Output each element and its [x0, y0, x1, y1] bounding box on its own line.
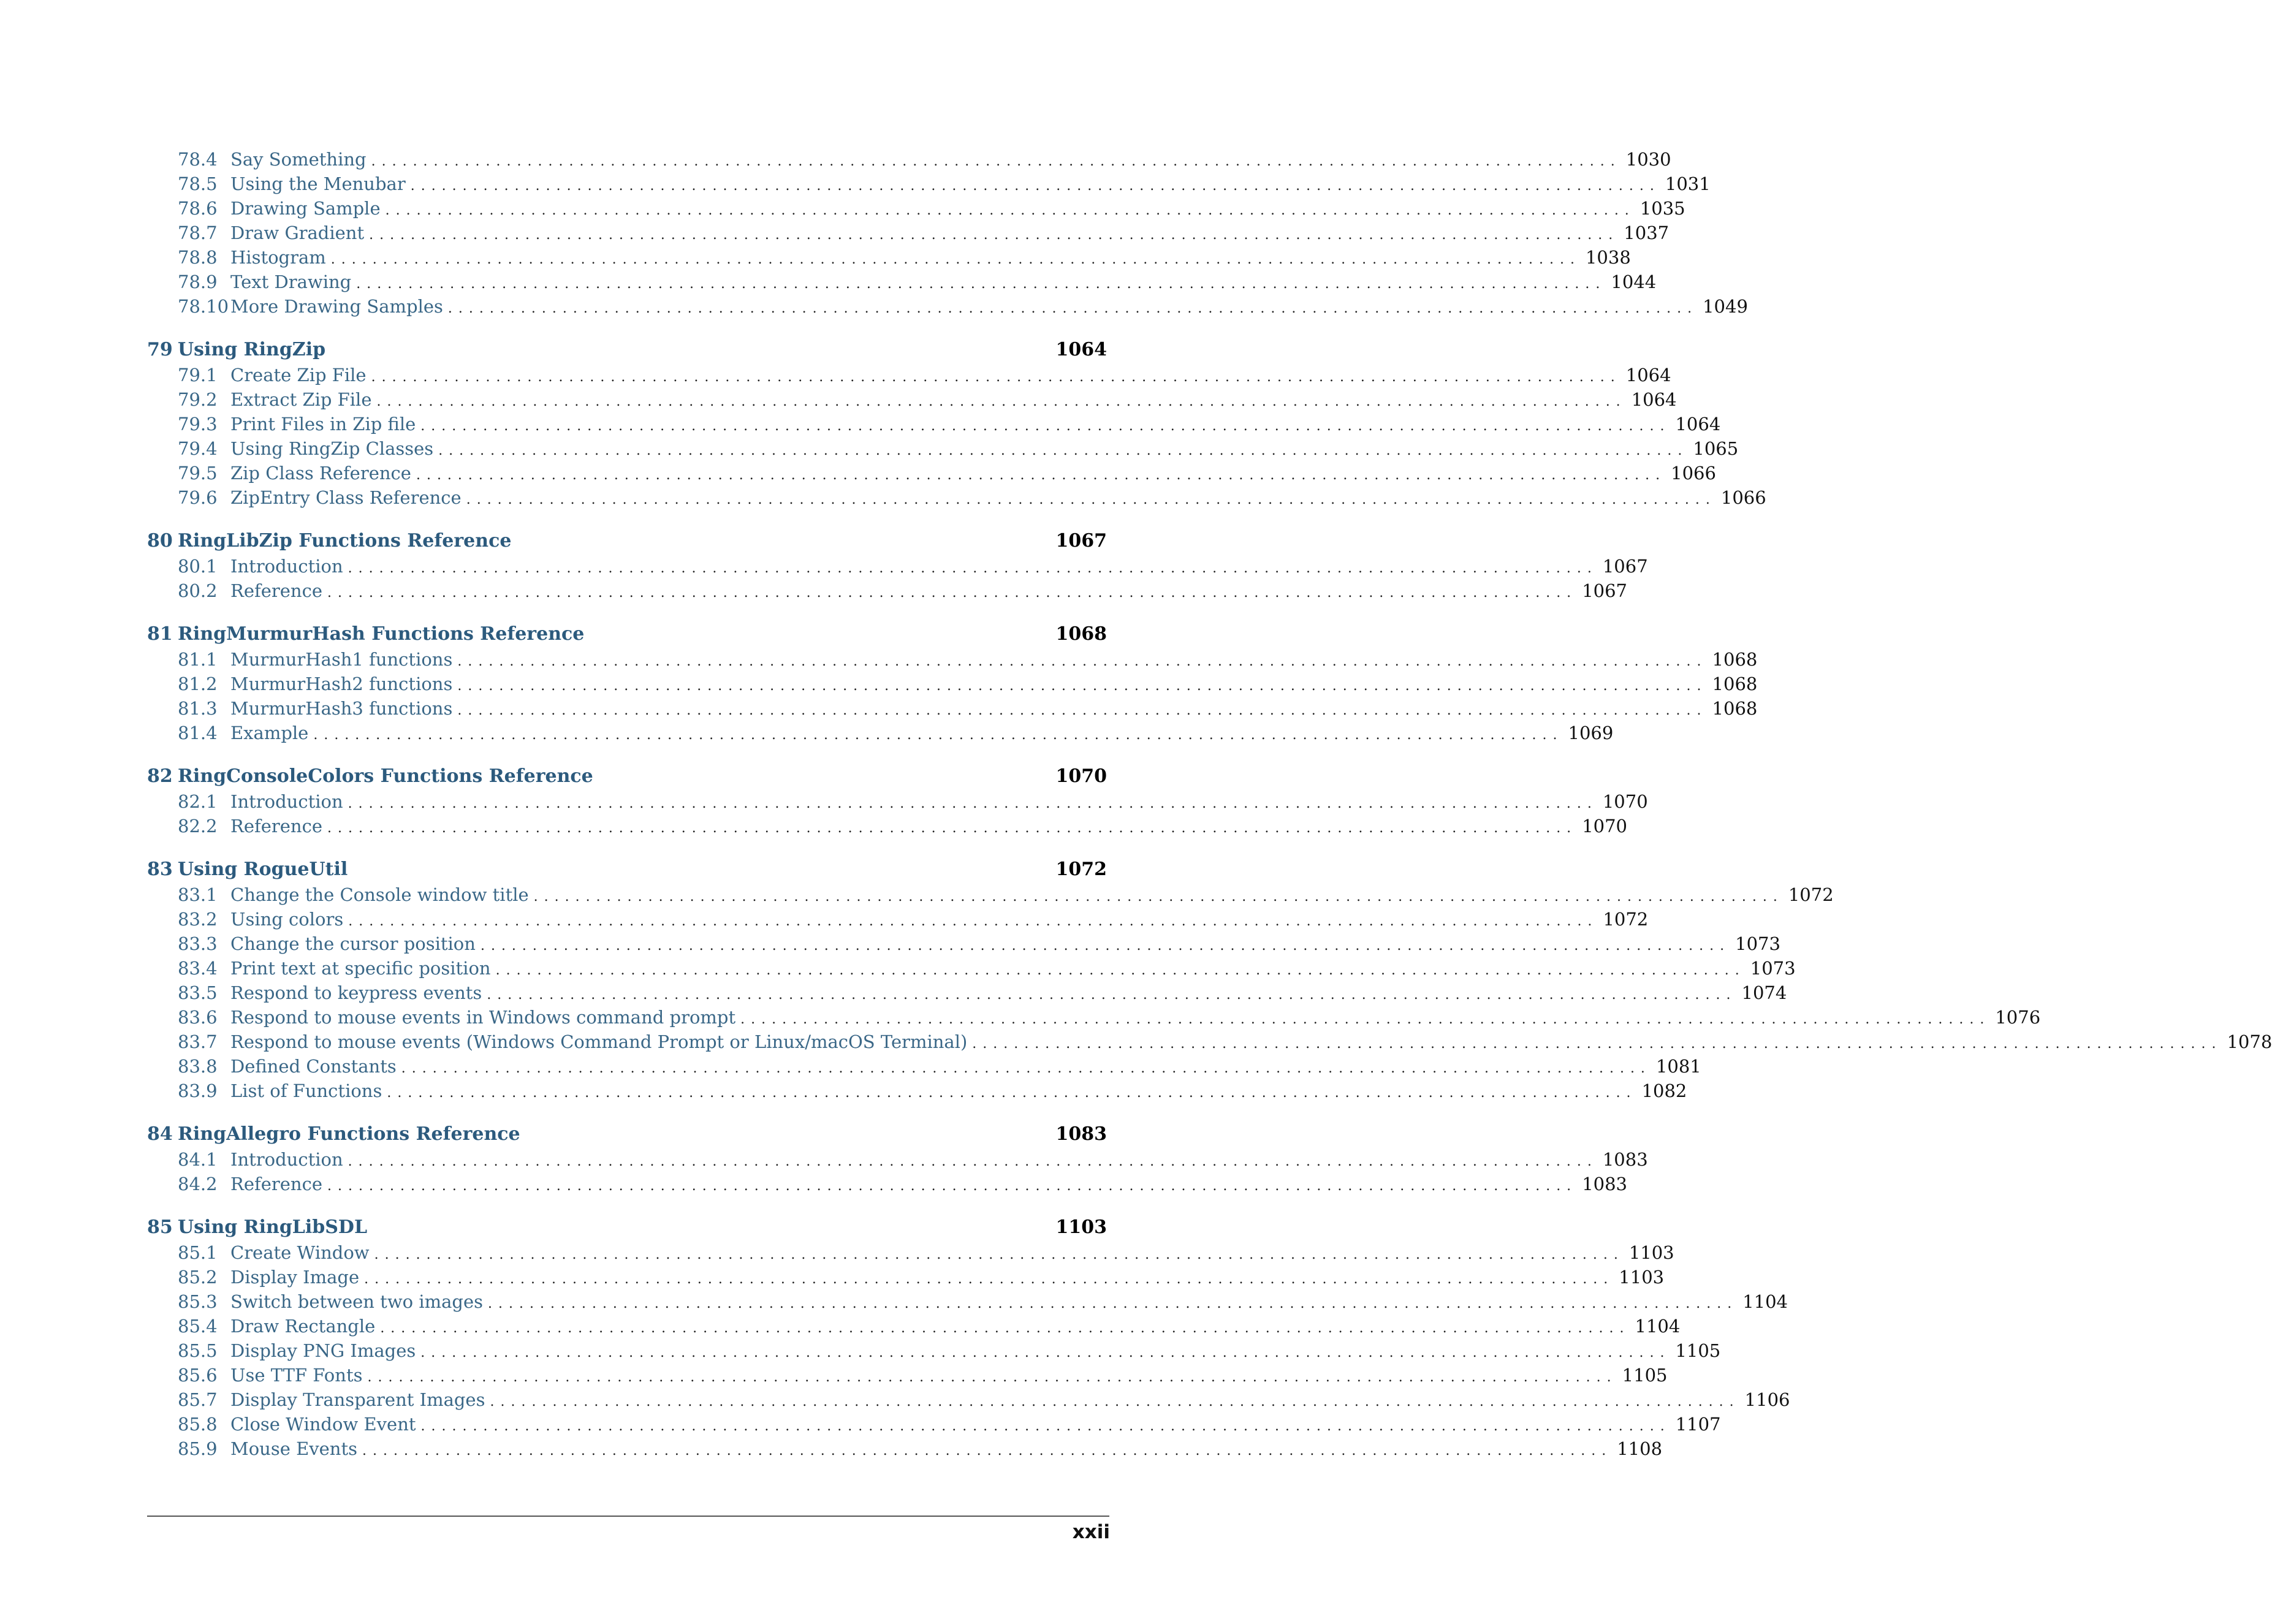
chapter-page-number: 1070: [1055, 765, 1107, 787]
section-title: More Drawing Samples: [230, 296, 443, 317]
dot-leader: ........................................................................................................................: [330, 252, 1581, 267]
section-number: 80.2: [178, 580, 218, 601]
dot-leader: ........................................................................................................................: [420, 1419, 1671, 1434]
section-page-number: 1078: [2227, 1031, 2272, 1052]
chapter-heading-link[interactable]: [147, 528, 1115, 554]
section-title: Display Image: [230, 1267, 360, 1288]
section-number: 83.3: [178, 933, 218, 954]
chapter-number: 83: [147, 859, 173, 880]
section-title: Say Something: [230, 149, 367, 170]
toc-entry-link[interactable]: [147, 221, 1670, 245]
section-page-number: 1069: [1568, 723, 1614, 743]
section-page-number: 1073: [1750, 958, 1796, 979]
section-page-number: 1070: [1582, 816, 1627, 837]
section-number: 83.7: [178, 1031, 218, 1052]
section-title: Close Window Event: [230, 1414, 416, 1435]
section-number: 82.1: [178, 791, 218, 812]
toc-entry-link[interactable]: [147, 294, 1748, 319]
dot-leader: ........................................................................................................................: [457, 654, 1708, 669]
section-title: Using colors: [230, 909, 344, 930]
page-number: xxii: [1072, 1521, 1110, 1543]
dot-leader: ........................................................................................................................: [371, 370, 1621, 385]
toc-entry-link[interactable]: [147, 1147, 1648, 1172]
dot-leader: ........................................................................................................................: [740, 1012, 1991, 1027]
toc-entry-link[interactable]: [147, 1363, 1668, 1387]
section-number: 81.3: [178, 698, 218, 719]
section-number: 79.6: [178, 487, 218, 508]
section-page-number: 1104: [1742, 1291, 1788, 1312]
toc-entry-link[interactable]: [147, 1240, 1674, 1265]
chapter-number: 81: [147, 623, 173, 645]
dot-leader: ........................................................................................................................: [466, 492, 1716, 507]
dot-leader: ........................................................................................................................: [348, 914, 1598, 929]
toc-entry-link[interactable]: [147, 147, 1671, 172]
toc-entry-link[interactable]: [147, 1054, 1701, 1079]
section-title: Print text at specific position: [230, 958, 491, 979]
section-number: 85.8: [178, 1414, 218, 1435]
dot-leader: ........................................................................................................................: [438, 443, 1689, 458]
toc-entry-link[interactable]: [147, 1005, 2041, 1030]
dot-leader: ........................................................................................................................: [385, 203, 1635, 218]
dot-leader: ........................................................................................................................: [376, 394, 1627, 409]
toc-chapter: [147, 337, 1766, 510]
section-number: 83.6: [178, 1007, 218, 1028]
chapter-heading-link[interactable]: [147, 621, 1115, 647]
section-page-number: 1030: [1625, 149, 1671, 170]
section-title: Reference: [230, 816, 322, 837]
dot-leader: ........................................................................................................................: [327, 1178, 1578, 1194]
section-number: 79.4: [178, 438, 218, 459]
chapter-number: 85: [147, 1216, 173, 1238]
dot-leader: ........................................................................................................................: [487, 987, 1737, 1003]
toc-entry-link[interactable]: [147, 1289, 1788, 1314]
toc-entry-link[interactable]: [147, 789, 1648, 814]
section-number: 83.4: [178, 958, 218, 979]
section-number: 85.4: [178, 1316, 218, 1337]
section-page-number: 1037: [1624, 222, 1670, 243]
section-number: 83.8: [178, 1056, 218, 1077]
chapter-title: Using RogueUtil: [178, 859, 348, 880]
section-number: 83.9: [178, 1080, 218, 1101]
toc-entry-link[interactable]: [147, 882, 1834, 907]
toc-entry-link[interactable]: [147, 647, 1758, 672]
section-title: Mouse Events: [230, 1438, 358, 1459]
section-title: Histogram: [230, 247, 326, 268]
section-page-number: 1066: [1671, 463, 1716, 484]
toc-entry-link[interactable]: [147, 1030, 2272, 1054]
section-page-number: 1108: [1617, 1438, 1663, 1459]
section-page-number: 1064: [1631, 389, 1677, 410]
section-number: 83.2: [178, 909, 218, 930]
dot-leader: ........................................................................................................................: [327, 585, 1578, 601]
section-page-number: 1068: [1712, 674, 1758, 694]
section-title: Use TTF Fonts: [230, 1365, 363, 1386]
section-page-number: 1083: [1582, 1174, 1627, 1194]
toc-entry-link[interactable]: [147, 579, 1627, 603]
section-number: 80.1: [178, 556, 218, 577]
toc-entry-link[interactable]: [147, 1314, 1681, 1338]
footer-rule: [147, 1516, 1109, 1517]
toc-entry-link[interactable]: [147, 1436, 1663, 1461]
section-title: Zip Class Reference: [230, 463, 411, 484]
dot-leader: ........................................................................................................................: [420, 1345, 1671, 1360]
dot-leader: ........................................................................................................................: [490, 1394, 1740, 1410]
section-number: 79.5: [178, 463, 218, 484]
chapter-title: RingConsoleColors Functions Reference: [178, 765, 593, 787]
section-page-number: 1067: [1582, 580, 1627, 601]
section-title: Draw Rectangle: [230, 1316, 376, 1337]
section-number: 82.2: [178, 816, 218, 837]
dot-leader: ........................................................................................................................: [480, 938, 1731, 954]
section-number: 78.8: [178, 247, 218, 268]
section-number: 85.3: [178, 1291, 218, 1312]
section-page-number: 1074: [1741, 982, 1787, 1003]
toc-entry-link[interactable]: [147, 1412, 1721, 1436]
section-page-number: 1031: [1665, 173, 1711, 194]
toc-chapter: [147, 1215, 1790, 1461]
section-number: 83.5: [178, 982, 218, 1003]
toc-chapter: [147, 528, 1648, 603]
chapter-page-number: 1068: [1055, 623, 1107, 645]
toc-entry-link[interactable]: [147, 696, 1758, 721]
dot-leader: ........................................................................................................................: [488, 1296, 1738, 1311]
section-page-number: 1073: [1735, 933, 1780, 954]
toc-entry-link[interactable]: [147, 1387, 1790, 1412]
section-title: Create Window: [230, 1242, 370, 1263]
section-title: Introduction: [230, 791, 343, 812]
chapter-number: 82: [147, 765, 173, 787]
section-number: 85.2: [178, 1267, 218, 1288]
section-page-number: 1106: [1744, 1389, 1790, 1410]
section-title: Reference: [230, 580, 322, 601]
section-title: Respond to mouse events (Windows Command Prompt or Linux/macOS Terminal): [230, 1031, 968, 1052]
toc-entry-link[interactable]: [147, 1172, 1627, 1196]
section-number: 85.9: [178, 1438, 218, 1459]
section-page-number: 1082: [1641, 1080, 1687, 1101]
dot-leader: ........................................................................................................................: [387, 1085, 1637, 1101]
dot-leader: ........................................................................................................................: [410, 178, 1660, 194]
toc-entry-link[interactable]: [147, 387, 1677, 412]
section-page-number: 1107: [1675, 1414, 1721, 1435]
dot-leader: ........................................................................................................................: [495, 963, 1746, 978]
section-title: Display Transparent Images: [230, 1389, 485, 1410]
dot-leader: ........................................................................................................................: [401, 1061, 1651, 1076]
toc-entry-link[interactable]: [147, 554, 1648, 579]
dot-leader: ........................................................................................................................: [457, 678, 1708, 694]
section-page-number: 1081: [1655, 1056, 1701, 1077]
dot-leader: ........................................................................................................................: [313, 727, 1563, 743]
section-title: Defined Constants: [230, 1056, 397, 1077]
section-title: Using RingZip Classes: [230, 438, 434, 459]
section-page-number: 1083: [1602, 1149, 1648, 1170]
section-number: 85.1: [178, 1242, 218, 1263]
section-page-number: 1064: [1625, 365, 1671, 385]
section-title: Respond to mouse events in Windows command prompt: [230, 1007, 736, 1028]
section-title: Drawing Sample: [230, 198, 381, 219]
section-page-number: 1065: [1693, 438, 1739, 459]
section-page-number: 1049: [1703, 296, 1748, 317]
chapter-page-number: 1072: [1055, 859, 1107, 880]
dot-leader: ........................................................................................................................: [327, 821, 1578, 836]
chapter-title: RingLibZip Functions Reference: [178, 530, 512, 552]
dot-leader: ........................................................................................................................: [416, 468, 1666, 483]
section-page-number: 1103: [1619, 1267, 1665, 1288]
section-title: MurmurHash2 functions: [230, 674, 453, 694]
section-page-number: 1072: [1603, 909, 1649, 930]
section-title: Text Drawing: [230, 271, 352, 292]
section-page-number: 1067: [1602, 556, 1648, 577]
section-number: 81.4: [178, 723, 218, 743]
section-number: 81.2: [178, 674, 218, 694]
section-number: 79.3: [178, 414, 218, 434]
dot-leader: ........................................................................................................................: [420, 419, 1671, 434]
toc-entry-link[interactable]: [147, 1265, 1665, 1289]
chapter-page-number: 1064: [1055, 339, 1107, 360]
section-title: Respond to keypress events: [230, 982, 482, 1003]
chapter-title: Using RingLibSDL: [178, 1216, 368, 1238]
toc-chapter: [147, 764, 1648, 838]
section-number: 84.2: [178, 1174, 218, 1194]
section-number: 78.9: [178, 271, 218, 292]
dot-leader: ........................................................................................................................: [371, 154, 1621, 169]
section-title: Reference: [230, 1174, 322, 1194]
toc-entry-link[interactable]: [147, 485, 1766, 510]
table-of-contents: [147, 147, 2272, 1461]
section-number: 84.1: [178, 1149, 218, 1170]
chapter-title: Using RingZip: [178, 339, 326, 360]
toc-chapter: [147, 147, 1748, 319]
dot-leader: ........................................................................................................................: [457, 703, 1708, 718]
section-title: Extract Zip File: [230, 389, 372, 410]
section-page-number: 1076: [1995, 1007, 2041, 1028]
toc-chapter: [147, 857, 2272, 1103]
section-page-number: 1104: [1635, 1316, 1681, 1337]
section-page-number: 1064: [1675, 414, 1721, 434]
toc-entry-link[interactable]: [147, 1079, 1687, 1103]
chapter-heading-link[interactable]: [147, 1121, 1115, 1147]
section-page-number: 1044: [1611, 271, 1657, 292]
section-title: Introduction: [230, 556, 343, 577]
dot-leader: ........................................................................................................................: [364, 1272, 1614, 1287]
section-title: List of Functions: [230, 1080, 382, 1101]
chapter-number: 84: [147, 1123, 173, 1145]
toc-entry-link[interactable]: [147, 1338, 1721, 1363]
section-number: 85.5: [178, 1340, 218, 1361]
section-title: Change the cursor position: [230, 933, 476, 954]
dot-leader: ........................................................................................................................: [380, 1321, 1630, 1336]
dot-leader: ........................................................................................................................: [348, 561, 1598, 576]
toc-chapter: [147, 621, 1758, 745]
toc-entry-link[interactable]: [147, 436, 1739, 461]
chapter-title: RingAllegro Functions Reference: [178, 1123, 520, 1145]
dot-leader: ........................................................................................................................: [533, 889, 1784, 905]
section-page-number: 1103: [1628, 1242, 1674, 1263]
section-title: Switch between two images: [230, 1291, 484, 1312]
section-number: 79.1: [178, 365, 218, 385]
section-number: 78.5: [178, 173, 218, 194]
section-page-number: 1035: [1639, 198, 1685, 219]
dot-leader: ........................................................................................................................: [356, 276, 1606, 292]
section-number: 85.7: [178, 1389, 218, 1410]
toc-entry-link[interactable]: [147, 981, 1787, 1005]
section-title: Draw Gradient: [230, 222, 365, 243]
toc-entry-link[interactable]: [147, 245, 1631, 270]
section-number: 78.6: [178, 198, 218, 219]
dot-leader: ........................................................................................................................: [972, 1036, 2222, 1052]
toc-entry-link[interactable]: [147, 196, 1685, 221]
section-page-number: 1068: [1712, 698, 1758, 719]
section-page-number: 1105: [1622, 1365, 1668, 1386]
section-title: Create Zip File: [230, 365, 367, 385]
dot-leader: ........................................................................................................................: [348, 796, 1598, 811]
chapter-heading-link[interactable]: [147, 764, 1115, 789]
dot-leader: ........................................................................................................................: [348, 1154, 1598, 1169]
toc-entry-link[interactable]: [147, 363, 1671, 387]
toc-entry-link[interactable]: [147, 172, 1711, 196]
section-title: Display PNG Images: [230, 1340, 416, 1361]
section-number: 78.7: [178, 222, 218, 243]
section-page-number: 1105: [1675, 1340, 1721, 1361]
chapter-number: 80: [147, 530, 173, 552]
section-title: ZipEntry Class Reference: [230, 487, 462, 508]
chapter-page-number: 1067: [1055, 530, 1107, 552]
dot-leader: ........................................................................................................................: [367, 1370, 1617, 1385]
section-number: 81.1: [178, 649, 218, 670]
chapter-heading-link[interactable]: [147, 1215, 1115, 1240]
section-page-number: 1070: [1602, 791, 1648, 812]
section-number: 78.4: [178, 149, 218, 170]
section-number: 79.2: [178, 389, 218, 410]
dot-leader: ........................................................................................................................: [374, 1247, 1624, 1262]
chapter-page-number: 1083: [1055, 1123, 1107, 1145]
chapter-heading-link[interactable]: [147, 337, 1115, 363]
chapter-page-number: 1103: [1055, 1216, 1107, 1238]
section-page-number: 1068: [1712, 649, 1758, 670]
chapter-heading-link[interactable]: [147, 857, 1115, 882]
section-title: Introduction: [230, 1149, 343, 1170]
section-title: Using the Menubar: [230, 173, 406, 194]
toc-entry-link[interactable]: [147, 721, 1614, 745]
section-title: Example: [230, 723, 309, 743]
toc-entry-link[interactable]: [147, 412, 1721, 436]
dot-leader: ........................................................................................................................: [369, 227, 1619, 243]
toc-chapter: [147, 1121, 1648, 1196]
toc-entry-link[interactable]: [147, 672, 1758, 696]
dot-leader: ........................................................................................................................: [362, 1443, 1613, 1459]
section-number: 78.10: [178, 296, 229, 317]
toc-entry-link[interactable]: [147, 270, 1657, 294]
toc-entry-link[interactable]: [147, 461, 1716, 485]
section-title: Print Files in Zip file: [230, 414, 416, 434]
section-title: Change the Console window title: [230, 884, 529, 905]
toc-entry-link[interactable]: [147, 956, 1796, 981]
section-page-number: 1066: [1720, 487, 1766, 508]
section-title: MurmurHash1 functions: [230, 649, 453, 670]
section-page-number: 1038: [1585, 247, 1631, 268]
toc-entry-link[interactable]: [147, 932, 1780, 956]
toc-entry-link[interactable]: [147, 814, 1627, 838]
section-page-number: 1072: [1788, 884, 1834, 905]
toc-entry-link[interactable]: [147, 907, 1649, 932]
section-number: 85.6: [178, 1365, 218, 1386]
section-title: MurmurHash3 functions: [230, 698, 453, 719]
dot-leader: ........................................................................................................................: [447, 301, 1698, 316]
chapter-number: 79: [147, 339, 173, 360]
chapter-title: RingMurmurHash Functions Reference: [178, 623, 585, 645]
section-number: 83.1: [178, 884, 218, 905]
